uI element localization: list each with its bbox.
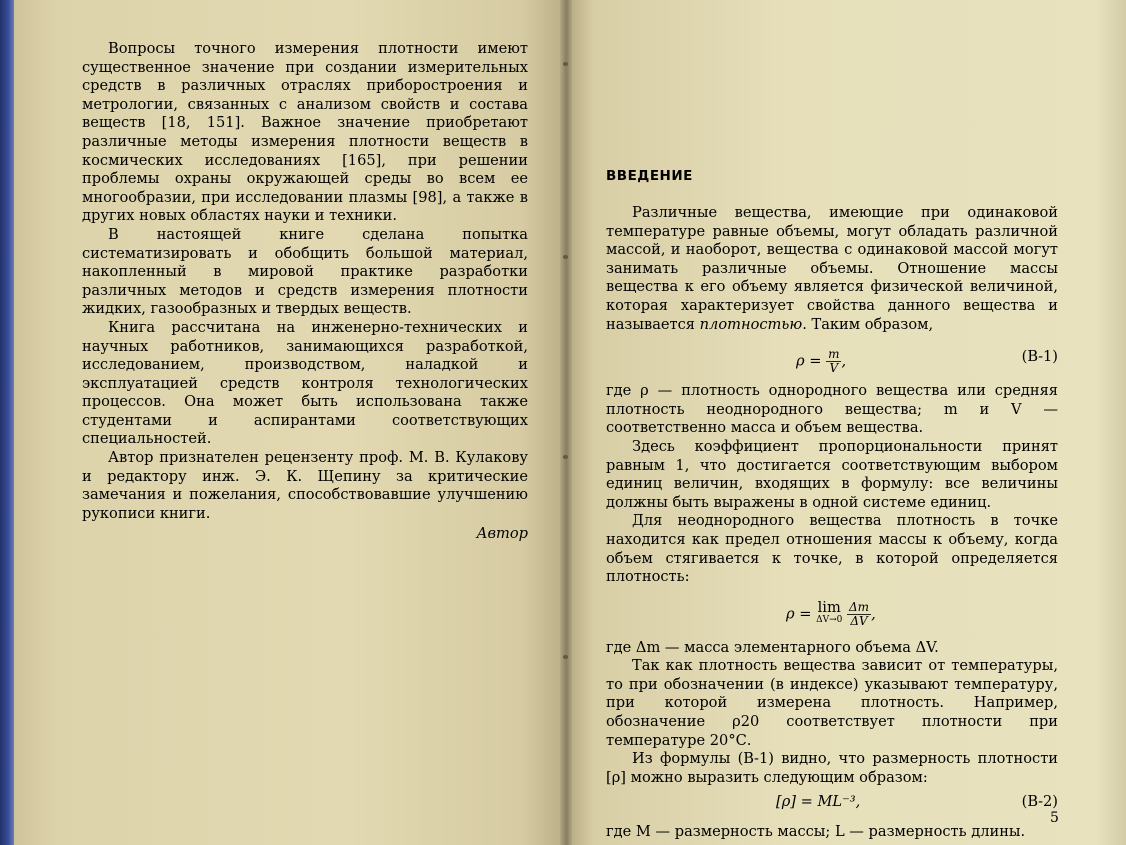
preface-paragraph: Вопросы точного измерения плотности имеют существенное значение при создании измерительных средств в различных отраслях приборостроения и метрологии, связанных с анализом свойств и состава веществ [18, 151]. Важное значение приобретают различные методы измерения плотности веществ в космических исследованиях [165], при решении проблемы охраны окружающей среды во всем ее многообразии, при исследовании плазмы [98], а также в других новых областях науки и техники. [82,40,528,225]
formula-number: (В-1) [1021,348,1058,366]
formula-b2: [ρ] = ML⁻³, (В-2) [776,793,1058,811]
page-number: 5 [1050,810,1059,826]
preface-paragraph: Книга рассчитана на инженерно-технических и научных работников, занимающихся разработкой, исследованием, производством, наладкой и эксплуатацией средств контроля технологических процессов. Она может быть использована также студентами и аспирантами соответствующих специальностей. [82,318,528,448]
stitch-mark [563,655,568,659]
right-page-text [606,204,1058,842]
book-cover-edge [0,0,14,845]
formula-explanation: где ρ — плотность однородного вещества или средняя плотность неоднородного вещества; m и V — соответственно масса и объем вещества. [606,382,1058,437]
stitch-mark [563,455,568,459]
formula-explanation: где M — размерность массы; L — размерность длины. [606,823,1026,841]
body-paragraph: Для неоднородного вещества плотность в точке находится как предел отношения массы к объему, когда объем стягивается к точке, в которой определяется плотность: [606,512,1058,586]
preface-paragraph: В настоящей книге сделана попытка систематизировать и обобщить большой материал, накопленный в мировой практике разработки различных методов и средств измерения плотности жидких, газообразных и твердых веществ. [82,225,528,318]
author-signature: Автор [476,525,528,543]
term-density: плотностью [699,315,803,333]
body-paragraph: Из формулы (В-1) видно, что размерность плотности [ρ] можно выразить следующим образом: [606,750,1058,786]
intro-paragraph: Различные вещества, имеющие при одинаковой температуре равные объемы, могут обладать различной массой, и наоборот, вещества с одинаковой массой могут занимать различные объемы. Отношение массы вещества к его объему является физической величиной, которая характеризует свойства данного вещества и называется плотностью. Таким образом, [606,204,1058,333]
preface-paragraph: Автор признателен рецензенту проф. М. В. Кулакову и редактору инж. Э. К. Щепину за критические замечания и пожелания, способствовавшие улучшению рукописи книги. [82,449,528,522]
section-heading: ВВЕДЕНИЕ [606,168,693,184]
formula-limit: ρ = lim ΔV→0 $\frac{\Delta m}{\Delta V}$ , [786,599,876,628]
body-paragraph: Здесь коэффициент пропорциональности принят равным 1, что достигается соответствующим выбором единиц величин, входящих в формулу: все величины должны быть выражены в одной системе единиц. [606,437,1058,511]
formula-b1: ρ = $\frac{m}{V}$ , (В-1) [796,347,1058,376]
stitch-mark [563,62,568,66]
formula-number: (В-2) [1021,793,1058,811]
formula-explanation: где Δm — масса элементарного объема ΔV. [606,638,939,656]
stitch-mark [563,255,568,259]
book-spine [560,0,572,845]
body-paragraph: Так как плотность вещества зависит от температуры, то при обозначении (в индексе) указывают температуру, при которой измерена плотность. Например, обозначение ρ20 соответствует плотности при температуре 20°С. [606,657,1058,749]
left-page-text [82,40,528,544]
